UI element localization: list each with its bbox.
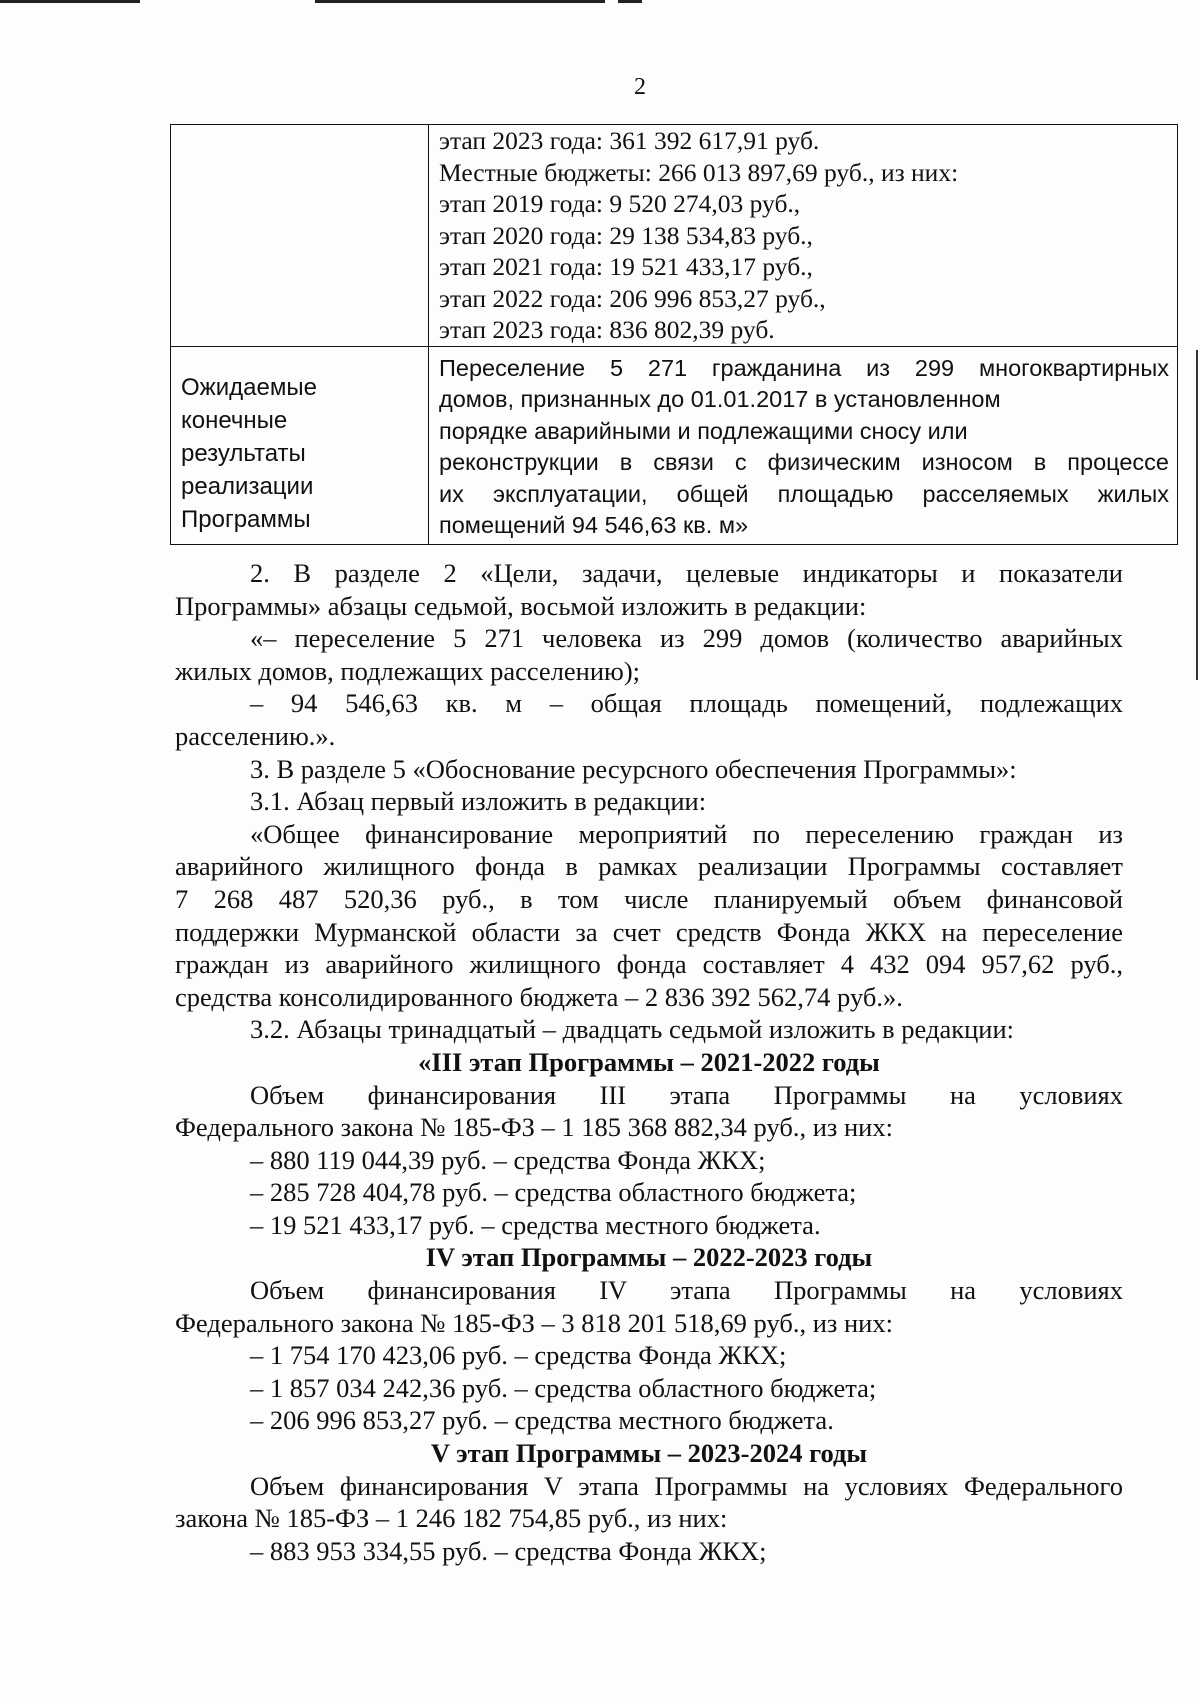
text-line: средства консолидированного бюджета – 2 836 392 562,74 руб.». xyxy=(175,981,903,1012)
label-line: Программы xyxy=(181,505,311,533)
table-label-cell-empty xyxy=(171,125,429,347)
text-line: жилых домов, подлежащих расселению); xyxy=(175,655,641,686)
paragraph-total-financing xyxy=(175,818,1123,1014)
text-line: Объем финансирования IV этапа Программы на условиях xyxy=(250,1275,1123,1306)
text-line: Программы» абзацы седьмой, восьмой изложить в редакции: xyxy=(175,590,867,621)
text-line: «Общее финансирование мероприятий по переселению граждан из xyxy=(250,818,1123,849)
table-line: порядке аварийными и подлежащими сносу или xyxy=(439,417,968,444)
text-line: 2. В разделе 2 «Цели, задачи, целевые индикаторы и показатели xyxy=(250,558,1123,588)
text-line: Федерального закона № 185-ФЗ – 3 818 201 518,69 руб., из них: xyxy=(175,1307,893,1338)
table-line: этап 2023 года: 836 802,39 руб. xyxy=(439,315,775,344)
label-line: результаты xyxy=(181,439,306,467)
table-label-cell-expected-results xyxy=(171,346,429,544)
text-line: поддержки Мурманской области за счет средств Фонда ЖКХ на переселение xyxy=(175,916,1123,947)
text-line: Федерального закона № 185-ФЗ – 1 185 368 882,34 руб., из них: xyxy=(175,1112,893,1143)
list-item: – 285 728 404,78 руб. – средства областного бюджета; xyxy=(250,1177,857,1208)
text-line: расселению.». xyxy=(175,720,336,751)
page-number: 2 xyxy=(634,74,646,100)
paragraph-resettlement-area xyxy=(175,687,1123,752)
table-content-cell-expected-results xyxy=(429,346,1178,544)
label-line: реализации xyxy=(181,472,314,500)
table-line: домов, признанных до 01.01.2017 в установленном xyxy=(439,386,1001,412)
text-line: Объем финансирования V этапа Программы на условиях Федерального xyxy=(250,1470,1123,1501)
table-line: этап 2020 года: 29 138 534,83 руб., xyxy=(439,220,813,250)
scan-artifact-line xyxy=(315,0,605,3)
text-line: «– переселение 5 271 человека из 299 домов (количество аварийных xyxy=(250,623,1123,654)
table-line: этап 2019 года: 9 520 274,03 руб., xyxy=(439,189,801,218)
paragraph-section-5: 3. В разделе 5 «Обоснование ресурсного обеспечения Программы»: xyxy=(250,753,1017,784)
table-line: их эксплуатации, общей площадью расселяемых жилых xyxy=(439,480,1169,507)
list-item: – 883 953 334,55 руб. – средства Фонда ЖКХ; xyxy=(250,1535,767,1566)
program-passport-table xyxy=(170,124,1178,545)
stage-5-heading: V этап Программы – 2023-2024 годы xyxy=(430,1438,868,1469)
table-line: этап 2023 года: 361 392 617,91 руб. xyxy=(439,126,820,155)
list-item: – 1 857 034 242,36 руб. – средства областного бюджета; xyxy=(250,1372,877,1403)
document-body xyxy=(175,557,1123,1567)
table-line: Переселение 5 271 гражданина из 299 многоквартирных xyxy=(439,354,1169,381)
stage-4-heading: IV этап Программы – 2022-2023 годы xyxy=(425,1242,873,1273)
table-line: этап 2022 года: 206 996 853,27 руб., xyxy=(439,283,826,313)
label-line: конечные xyxy=(181,406,288,434)
label-line: Ожидаемые xyxy=(181,373,317,401)
paragraph-3-2: 3.2. Абзацы тринадцатый – двадцать седьмой изложить в редакции: xyxy=(250,1014,1014,1045)
paragraph-section-2 xyxy=(175,557,1123,622)
text-line: 7 268 487 520,36 руб., в том числе планируемый объем финансовой xyxy=(175,883,1123,914)
list-item: – 19 521 433,17 руб. – средства местного бюджета. xyxy=(250,1209,821,1240)
table-line: этап 2021 года: 19 521 433,17 руб., xyxy=(439,252,813,281)
table-line: Местные бюджеты: 266 013 897,69 руб., из них: xyxy=(439,157,959,187)
list-item: – 206 996 853,27 руб. – средства местного бюджета. xyxy=(250,1405,834,1436)
table-content-cell-local-budgets xyxy=(429,125,1178,347)
text-line: – 94 546,63 кв. м – общая площадь помещений, подлежащих xyxy=(250,688,1123,719)
text-line: аварийного жилищного фонда в рамках реализации Программы составляет xyxy=(175,851,1123,882)
text-line: Объем финансирования III этапа Программы на условиях xyxy=(250,1079,1123,1110)
stage-3-heading: «III этап Программы – 2021-2022 годы xyxy=(418,1046,880,1077)
paragraph-resettlement-people xyxy=(175,622,1123,687)
list-item: – 1 754 170 423,06 руб. – средства Фонда ЖКХ; xyxy=(250,1340,787,1371)
text-line: закона № 185-ФЗ – 1 246 182 754,85 руб., из них: xyxy=(175,1503,728,1534)
table-row xyxy=(171,346,1178,544)
scan-artifact-line xyxy=(618,0,642,3)
text-line: граждан из аварийного жилищного фонда составляет 4 432 094 957,62 руб., xyxy=(175,949,1123,980)
table-line: реконструкции в связи с физическим износом в процессе xyxy=(439,449,1169,475)
scan-artifact-margin-mark xyxy=(1196,350,1198,680)
scan-artifact-line xyxy=(0,0,140,3)
table-row xyxy=(171,125,1178,347)
paragraph-3-1: 3.1. Абзац первый изложить в редакции: xyxy=(250,786,707,817)
table-line: помещений 94 546,63 кв. м» xyxy=(439,512,749,538)
list-item: – 880 119 044,39 руб. – средства Фонда ЖКХ; xyxy=(250,1144,766,1175)
